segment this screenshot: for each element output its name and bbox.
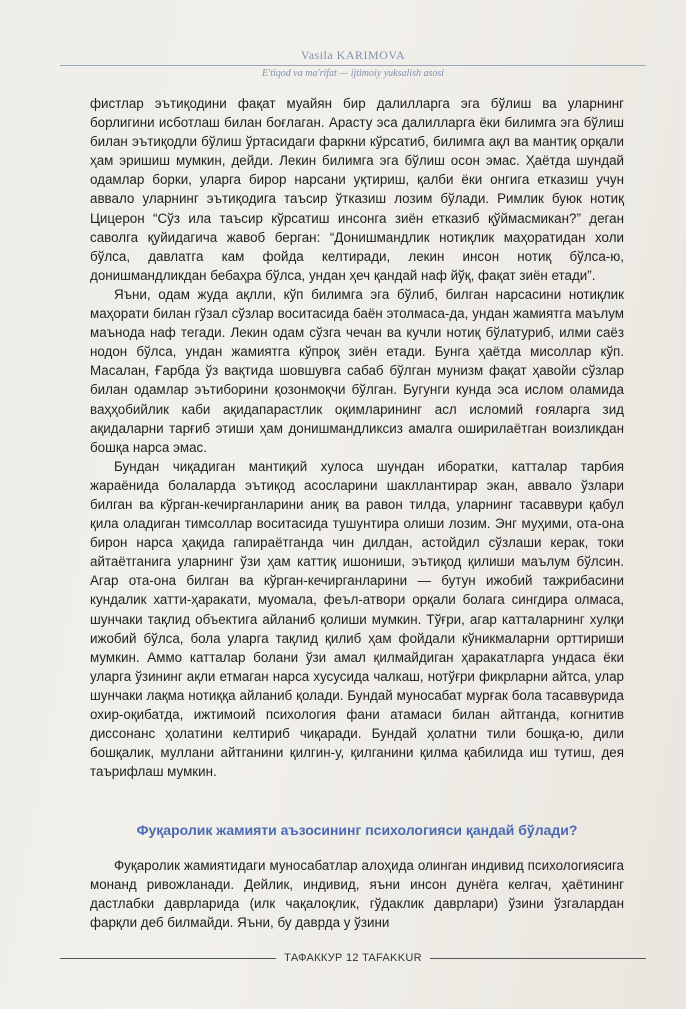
paragraph-2: Яъни, одам жуда ақлли, кўп билимга эга бўлиб, билган нарсасини нотиқлик маҳорати билан гўзал сўзлар воситасида баён этолмаса-да, ундан жамиятга маълум маънода наф тегади. Лекин одам сўзга чечан ва кучли нотиқ бўлатуриб, илми саёз нодон бўлса, ундан жамиятга кўпроқ зиён етади. Бунга ҳаётда мисоллар кўп. Масалан, Ғарбда ўз вақтида шовшувга сабаб бўлган мунизм фақат ҳавойи сўзлар билан одамлар эътиборини қозонмоқчи бўлган. Бугунги кунда эса ислом оламида ваҳҳобийлик каби ақидапарастлик оқимларининг асл исломий ғояларга зид ақидаларни тарғиб этиши ҳам донишмандликсиз амалга оширилаётган воизликдан бошқа нарса эмас. bbox=[90, 286, 624, 455]
footer-rule-right bbox=[430, 958, 646, 959]
article-subtitle: E'tiqod va ma'rifat — ijtimoiy yuksalish asosi bbox=[261, 68, 445, 79]
paragraph-1: фистлар эътиқодини фақат муайян бир далилларга эга бўлиш ва уларнинг борлигини исботлаш билан боғлаган. Арасту эса далилларга ёки билимга эга бўлиш билан эътиқодли бўлиш ўртасидаги фаркни кўрсатиб, билимга ақл ва мантиқ орқали ҳам эришиш мумкин, дейди. Лекин билимга эга бўлиш осон эмас. Ҳаётда шундай одамлар борки, уларга бирор нарсани уқтириш, қалби ёки онгига етказиш учун аввало уларнинг эътиқодига таъсир ўтказиш лозим бўлади. Римлик буюк нотиқ Цицерон “Сўз ила таъсир кўрсатиш инсонга зиён етказиб қўймасмикан?” деган саволга қуйидагича жавоб берган: “Донишмандлик нотиқлик маҳоратидан холи бўлса, давлатга кам фойда келтиради, лекин инсон нотиқ бўлса-ю, донишмандликдан бебаҳра бўлса, ундан ҳеч қандай наф йўқ, фақат зиён етади”. bbox=[90, 96, 624, 283]
paragraph-3: Бундан чиқадиган мантиқий хулоса шундан иборатки, катталар тарбия жараёнида болаларда эътиқод асосларини шакллантирар экан, аввало ўзлари билган ва кўрган-кечирганларини аниқ ва равон тилда, уларнинг тасаввури қабул қила оладиган тимсоллар воситасида тушунтира олиши лозим. Энг муҳими, ота-она бирон нарса ҳақида гапираётганда чин дилдан, астойдил сўзлаши керак, токи айтаётганига уларнинг ўзи ҳам каттиқ ишониши, эътиқод қилиши маълум бўлсин. Агар ота-она билган ва кўрган-кечирганларини — бутун ижобий тажрибасини кундалик хатти-ҳаракати, муомала, феъл-атвори орқали болага сингдира олмаса, шунчаки тақлид объектига айланиб қолиши мумкин. Тўғри, агар катталарнинг хулқи ижобий бўлса, бола уларга тақлид қилиб ҳам фойдали кўникмаларни орттириши мумкин. Аммо катталар болани ўзи амал қилмайдиган ҳаракатларга ундаса ёки уларга ўзининг ақли етмаган нарса хусусида чалкаш, нотўғри фикрларни айтса, улар шунчаки лақма нотиққа айланиб қолади. Бундай муносабат мурғак бола тасаввурида охир-оқибатда, ижтимоий психология фани атамаси билан айтганда, когнитив диссонанс ҳолатини келтириб чиқаради. Бундай ҳолатни тили бошқа-ю, дили бошқалик, муллани айтганини қилгин-у, қилганини қилма қабилида иш тутиш, дея таърифлаш мумкин. bbox=[90, 458, 624, 780]
section-heading: Фуқаролик жамияти аъзосининг психологияси қандай бўлади? bbox=[136, 822, 578, 838]
section-paragraph-1: Фуқаролик жамиятидаги муносабатлар алоҳида олинган индивид психологиясига монанд ривожланади. Дейлик, индивид, яъни инсон дунёга келгач, ҳаётининг дастлабки даврларида (илк чақалоқлик, гўдаклик даврлари) ўзини ўзгалардан фарқли деб билмайди. Яъни, бу даврда у ўзини bbox=[90, 858, 624, 931]
section-body bbox=[90, 856, 624, 932]
header-rule bbox=[60, 65, 646, 66]
author-name: Vasila KARIMOVA bbox=[300, 48, 406, 62]
running-header bbox=[60, 48, 646, 79]
footer-page-label: ТАФАККУР 12 TAFAKKUR bbox=[284, 952, 422, 964]
page-footer bbox=[60, 952, 646, 964]
footer-rule-left bbox=[60, 958, 276, 959]
article-body bbox=[90, 94, 624, 781]
